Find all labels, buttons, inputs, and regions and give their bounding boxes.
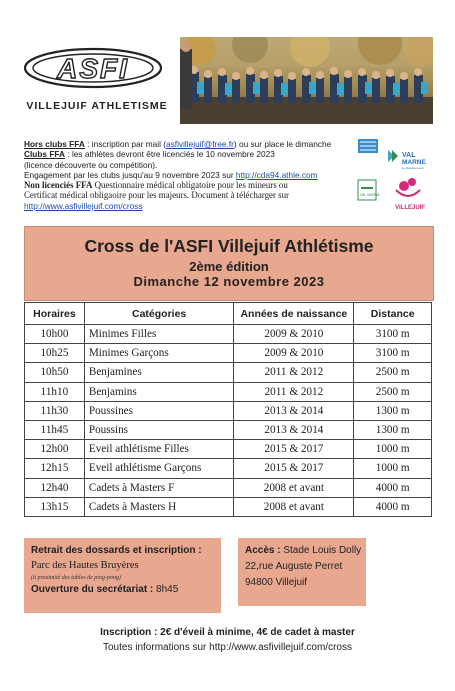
table-row [25,497,432,516]
cell-years: 2011 & 2012 [234,382,354,401]
sponsor-logos [352,136,434,216]
event-title-box [24,226,434,301]
cell-years: 2013 & 2014 [234,420,354,439]
info-line-non-licencies [24,180,346,190]
cell-time: 12h00 [25,440,85,459]
cell-time: 12h15 [25,459,85,478]
table-row [25,440,432,459]
table-row [25,478,432,497]
bib-pickup-title: Retrait des dossards et inscription : [31,545,202,556]
registration-info [24,139,346,211]
access-street: 22,rue Auguste Perret [245,561,343,572]
cell-category: Benjamins [84,382,234,401]
clubs-ffa-label: Clubs FFA [24,149,66,160]
table-row [25,420,432,439]
header-distance: Distance [354,303,432,325]
event-edition: 2ème édition [189,259,269,274]
cell-category: Eveil athlétisme Garçons [84,459,234,478]
villejuif-logo-icon [395,178,425,211]
cell-category: Benjamines [84,363,234,382]
cell-category: Poussines [84,401,234,420]
table-row [25,325,432,344]
cell-distance: 1000 m [354,459,432,478]
svg-text:Le Département: Le Département [402,166,424,170]
cell-time: 10h50 [25,363,85,382]
cell-category: Poussins [84,420,234,439]
cell-time: 10h00 [25,325,85,344]
svg-text:VILLEJUIF: VILLEJUIF [395,205,426,211]
cell-years: 2015 & 2017 [234,459,354,478]
cell-years: 2009 & 2010 [234,325,354,344]
secretariat-opening [31,584,178,595]
info-text: : inscription par mail ( [84,139,167,149]
sponsor-logos-graphic [352,136,434,216]
hors-clubs-label: Hors clubs FFA [24,139,85,149]
cell-years: 2015 & 2017 [234,440,354,459]
cell-category: Cadets à Masters F [84,478,234,497]
asfi-logo-graphic [18,40,168,100]
info-line-hors-clubs [24,139,346,149]
val-de-marne-logo-icon [388,150,426,170]
access-label: Accès : [245,545,284,556]
access-box [238,538,366,606]
access-city: 94800 Villejuif [245,577,308,588]
info-line-licence: (licence découverte ou compétition). [24,159,158,170]
table-row [25,459,432,478]
cell-distance: 1300 m [354,401,432,420]
cell-distance: 1300 m [354,420,432,439]
svg-text:VAL: VAL [402,152,416,159]
bib-pickup-place: Parc des Hautes Bruyères [31,560,139,571]
cell-time: 11h30 [25,401,85,420]
cell-years: 2008 et avant [234,478,354,497]
info-text: Engagement par les clubs jusqu'au 9 novembre 2023 sur [24,169,236,180]
cell-distance: 3100 m [354,325,432,344]
cell-distance: 4000 m [354,497,432,516]
cell-time: 13h15 [25,497,85,516]
runners-photo-image [180,37,433,124]
non-licencies-label: Non licenciés FFA [24,180,93,191]
cell-years: 2009 & 2010 [234,344,354,363]
event-date: Dimanche 12 novembre 2023 [133,274,325,289]
info-line-engagement [24,170,346,180]
race-schedule-table [24,302,432,517]
cell-years: 2011 & 2012 [234,363,354,382]
cell-distance: 3100 m [354,344,432,363]
table-header-row [25,303,432,325]
cell-distance: 1000 m [354,440,432,459]
bib-pickup-note: (à proximité des tables de ping-pong) [31,575,121,581]
registration-fees: Inscription : 2€ d'éveil à minime, 4€ de cadet à master [100,627,355,638]
info-text: : les athlètes devront être licenciés le 10 novembre 2023 [65,149,275,160]
header-annees: Années de naissance [234,303,354,325]
cell-distance: 2500 m [354,382,432,401]
info-line-clubs [24,149,346,159]
email-link[interactable]: asfivillejuif@free.fr [166,139,234,149]
cell-category: Cadets à Masters H [84,497,234,516]
svg-text:VAL MARNE: VAL MARNE [360,193,380,197]
info-line-link [24,201,346,211]
cell-years: 2008 et avant [234,497,354,516]
ffa-logo-icon [358,139,378,153]
access-line-1 [245,545,361,556]
event-title: Cross de l'ASFI Villejuif Athlétisme [84,236,374,256]
logo-subtitle: VILLEJUIF ATHLETISME [26,100,168,112]
opening-label: Ouverture du secrétariat : [31,584,157,595]
info-text: Questionnaire médical obligatoire pour les mineurs ou [92,180,288,191]
header-horaires: Horaires [25,303,85,325]
access-stadium: Stade Louis Dolly [283,545,362,556]
cell-time: 11h45 [25,420,85,439]
cdos-logo-icon [358,180,381,200]
info-line-certificat: Certificat médical obligaoire pour les majeurs. Document à télécharger sur [24,190,289,201]
cda94-link[interactable]: http://cda94.athle.com [235,169,318,180]
cell-time: 11h10 [25,382,85,401]
svg-text:MARNE: MARNE [402,159,426,166]
runners-photo [180,37,433,124]
cell-time: 10h25 [25,344,85,363]
cell-distance: 2500 m [354,363,432,382]
table-row [25,363,432,382]
table-row [25,344,432,363]
cell-category: Minimes Filles [84,325,234,344]
cell-years: 2013 & 2014 [234,401,354,420]
header-categories: Catégories [84,303,234,325]
cross-page-link[interactable]: http://www.asfivillejuif.com/cross [24,200,143,211]
cell-category: Eveil athlétisme Filles [84,440,234,459]
cell-category: Minimes Garçons [84,344,234,363]
info-text: ) ou sur place le dimanche [233,139,332,149]
table-row [25,401,432,420]
logo-letters: ASFI [57,53,129,84]
more-info-line: Toutes informations sur http://www.asfivillejuif.com/cross [103,642,352,653]
opening-time: 8h45 [156,584,179,595]
cell-time: 12h40 [25,478,85,497]
cell-distance: 4000 m [354,478,432,497]
table-row [25,382,432,401]
bib-pickup-box [24,538,221,613]
